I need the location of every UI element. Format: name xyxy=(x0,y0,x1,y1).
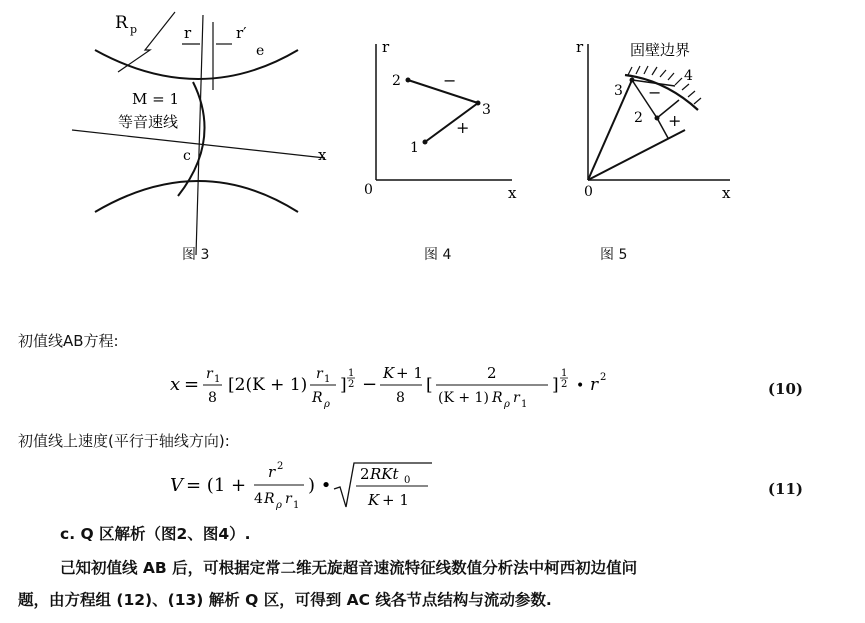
svg-text:= (1 +: = (1 + xyxy=(186,475,247,496)
fig3-rp-sub: p xyxy=(130,23,138,36)
section-c-heading: c. Q 区解析（图2、图4）. xyxy=(60,525,251,543)
fig5-r-label: r xyxy=(576,38,584,56)
figure-3 xyxy=(72,12,325,255)
svg-text:8: 8 xyxy=(396,390,405,406)
equation-11-number: (11) xyxy=(767,480,803,498)
equation-10-number: (10) xyxy=(767,380,803,398)
initial-line-velocity-heading: 初值线上速度(平行于轴线方向): xyxy=(18,432,230,450)
fig3-c-label: c xyxy=(183,148,191,164)
svg-text:RKt: RKt xyxy=(370,465,399,483)
fig5-point-3: 3 xyxy=(614,83,623,99)
vertical-line-r xyxy=(196,15,203,255)
fig4-minus: − xyxy=(443,71,457,90)
svg-text:=: = xyxy=(184,374,200,395)
svg-text:−: − xyxy=(362,374,378,395)
svg-text:K: K xyxy=(368,491,380,509)
svg-text:r: r xyxy=(513,390,520,406)
figures-panel xyxy=(0,0,865,280)
figure-4 xyxy=(376,44,512,180)
svg-text:2: 2 xyxy=(277,461,284,472)
fig3-rp-label: R xyxy=(115,13,128,33)
svg-text:8: 8 xyxy=(208,390,217,406)
lower-wall-curve xyxy=(95,181,298,212)
svg-text:1: 1 xyxy=(214,374,221,385)
fig3-m1-label: M = 1 xyxy=(132,90,180,108)
svg-text:r: r xyxy=(206,366,213,382)
svg-text:r: r xyxy=(285,491,292,507)
svg-text:[2(K + 1): [2(K + 1) xyxy=(228,375,308,395)
sonic-line-curve xyxy=(178,82,205,196)
svg-text:4: 4 xyxy=(254,491,263,507)
fig4-point-2: 2 xyxy=(392,73,401,89)
fig5-wall-label: 固壁边界 xyxy=(630,41,691,59)
fig5-point-2: 2 xyxy=(634,110,643,126)
upper-wall-curve xyxy=(95,50,298,79)
svg-text:•: • xyxy=(576,378,585,394)
equation-10 xyxy=(170,356,640,423)
fig3-rprime-label: r′ xyxy=(236,24,247,42)
svg-text:2: 2 xyxy=(487,364,497,382)
svg-text:x: x xyxy=(170,374,181,395)
figure-5-caption: 图 5 xyxy=(600,247,628,263)
initial-line-equation-heading: 初值线AB方程: xyxy=(18,332,119,350)
svg-text:) •: ) • xyxy=(308,475,332,496)
svg-text:1: 1 xyxy=(348,368,355,379)
fig4-origin-label: 0 xyxy=(364,182,373,198)
svg-text:ρ: ρ xyxy=(276,500,282,511)
figure-5 xyxy=(588,44,730,180)
svg-text:r: r xyxy=(316,366,323,382)
svg-text:+ 1: + 1 xyxy=(382,491,409,509)
fig4-r-label: r xyxy=(382,38,390,56)
svg-text:2: 2 xyxy=(561,379,568,390)
fig3-x-label: x xyxy=(318,146,327,164)
svg-text:ρ: ρ xyxy=(504,399,510,410)
paragraph-line-1: 己知初值线 AB 后，可根据定常二维无旋超音速流特征线数值分析法中柯西初边值问 xyxy=(60,559,638,577)
svg-text:1: 1 xyxy=(521,399,528,410)
svg-text:ρ: ρ xyxy=(324,399,330,410)
fig5-minus: − xyxy=(648,83,662,102)
equation-11 xyxy=(170,455,470,524)
svg-text:1: 1 xyxy=(561,368,568,379)
figure-4-caption: 图 4 xyxy=(424,247,452,263)
fig3-r-label: r xyxy=(184,24,192,42)
svg-text:]: ] xyxy=(552,375,559,395)
svg-text:(K + 1): (K + 1) xyxy=(438,390,489,406)
svg-text:+ 1: + 1 xyxy=(396,364,423,382)
svg-text:R: R xyxy=(312,390,323,406)
svg-text:1: 1 xyxy=(324,374,331,385)
svg-text:K: K xyxy=(383,364,395,382)
svg-text:V: V xyxy=(170,475,183,496)
svg-text:[: [ xyxy=(426,375,433,395)
fig3-sonic-label: 等音速线 xyxy=(118,113,179,131)
svg-text:1: 1 xyxy=(293,500,300,511)
svg-text:2: 2 xyxy=(600,372,607,383)
figure-3-caption: 图 3 xyxy=(182,247,210,263)
svg-text:]: ] xyxy=(340,375,347,395)
svg-text:R: R xyxy=(492,390,503,406)
fig4-plus: + xyxy=(456,118,470,137)
svg-text:2: 2 xyxy=(348,379,355,390)
svg-text:r: r xyxy=(268,463,276,481)
fig5-origin-label: 0 xyxy=(584,184,593,200)
svg-text:r: r xyxy=(590,375,599,395)
svg-text:0: 0 xyxy=(404,475,411,486)
fig4-x-label: x xyxy=(508,184,517,202)
fig5-x-label: x xyxy=(722,184,731,202)
svg-text:R: R xyxy=(264,491,275,507)
fig5-plus: + xyxy=(668,111,682,130)
fig3-e-label: e xyxy=(256,43,265,59)
paragraph-line-2: 题，由方程组 (12)、(13) 解析 Q 区，可得到 AC 线各节点结构与流动参数. xyxy=(18,591,552,609)
fig4-point-3: 3 xyxy=(482,102,491,118)
svg-text:2: 2 xyxy=(360,465,370,483)
fig5-point-4: 4 xyxy=(684,68,693,84)
fig4-point-1: 1 xyxy=(410,140,419,156)
